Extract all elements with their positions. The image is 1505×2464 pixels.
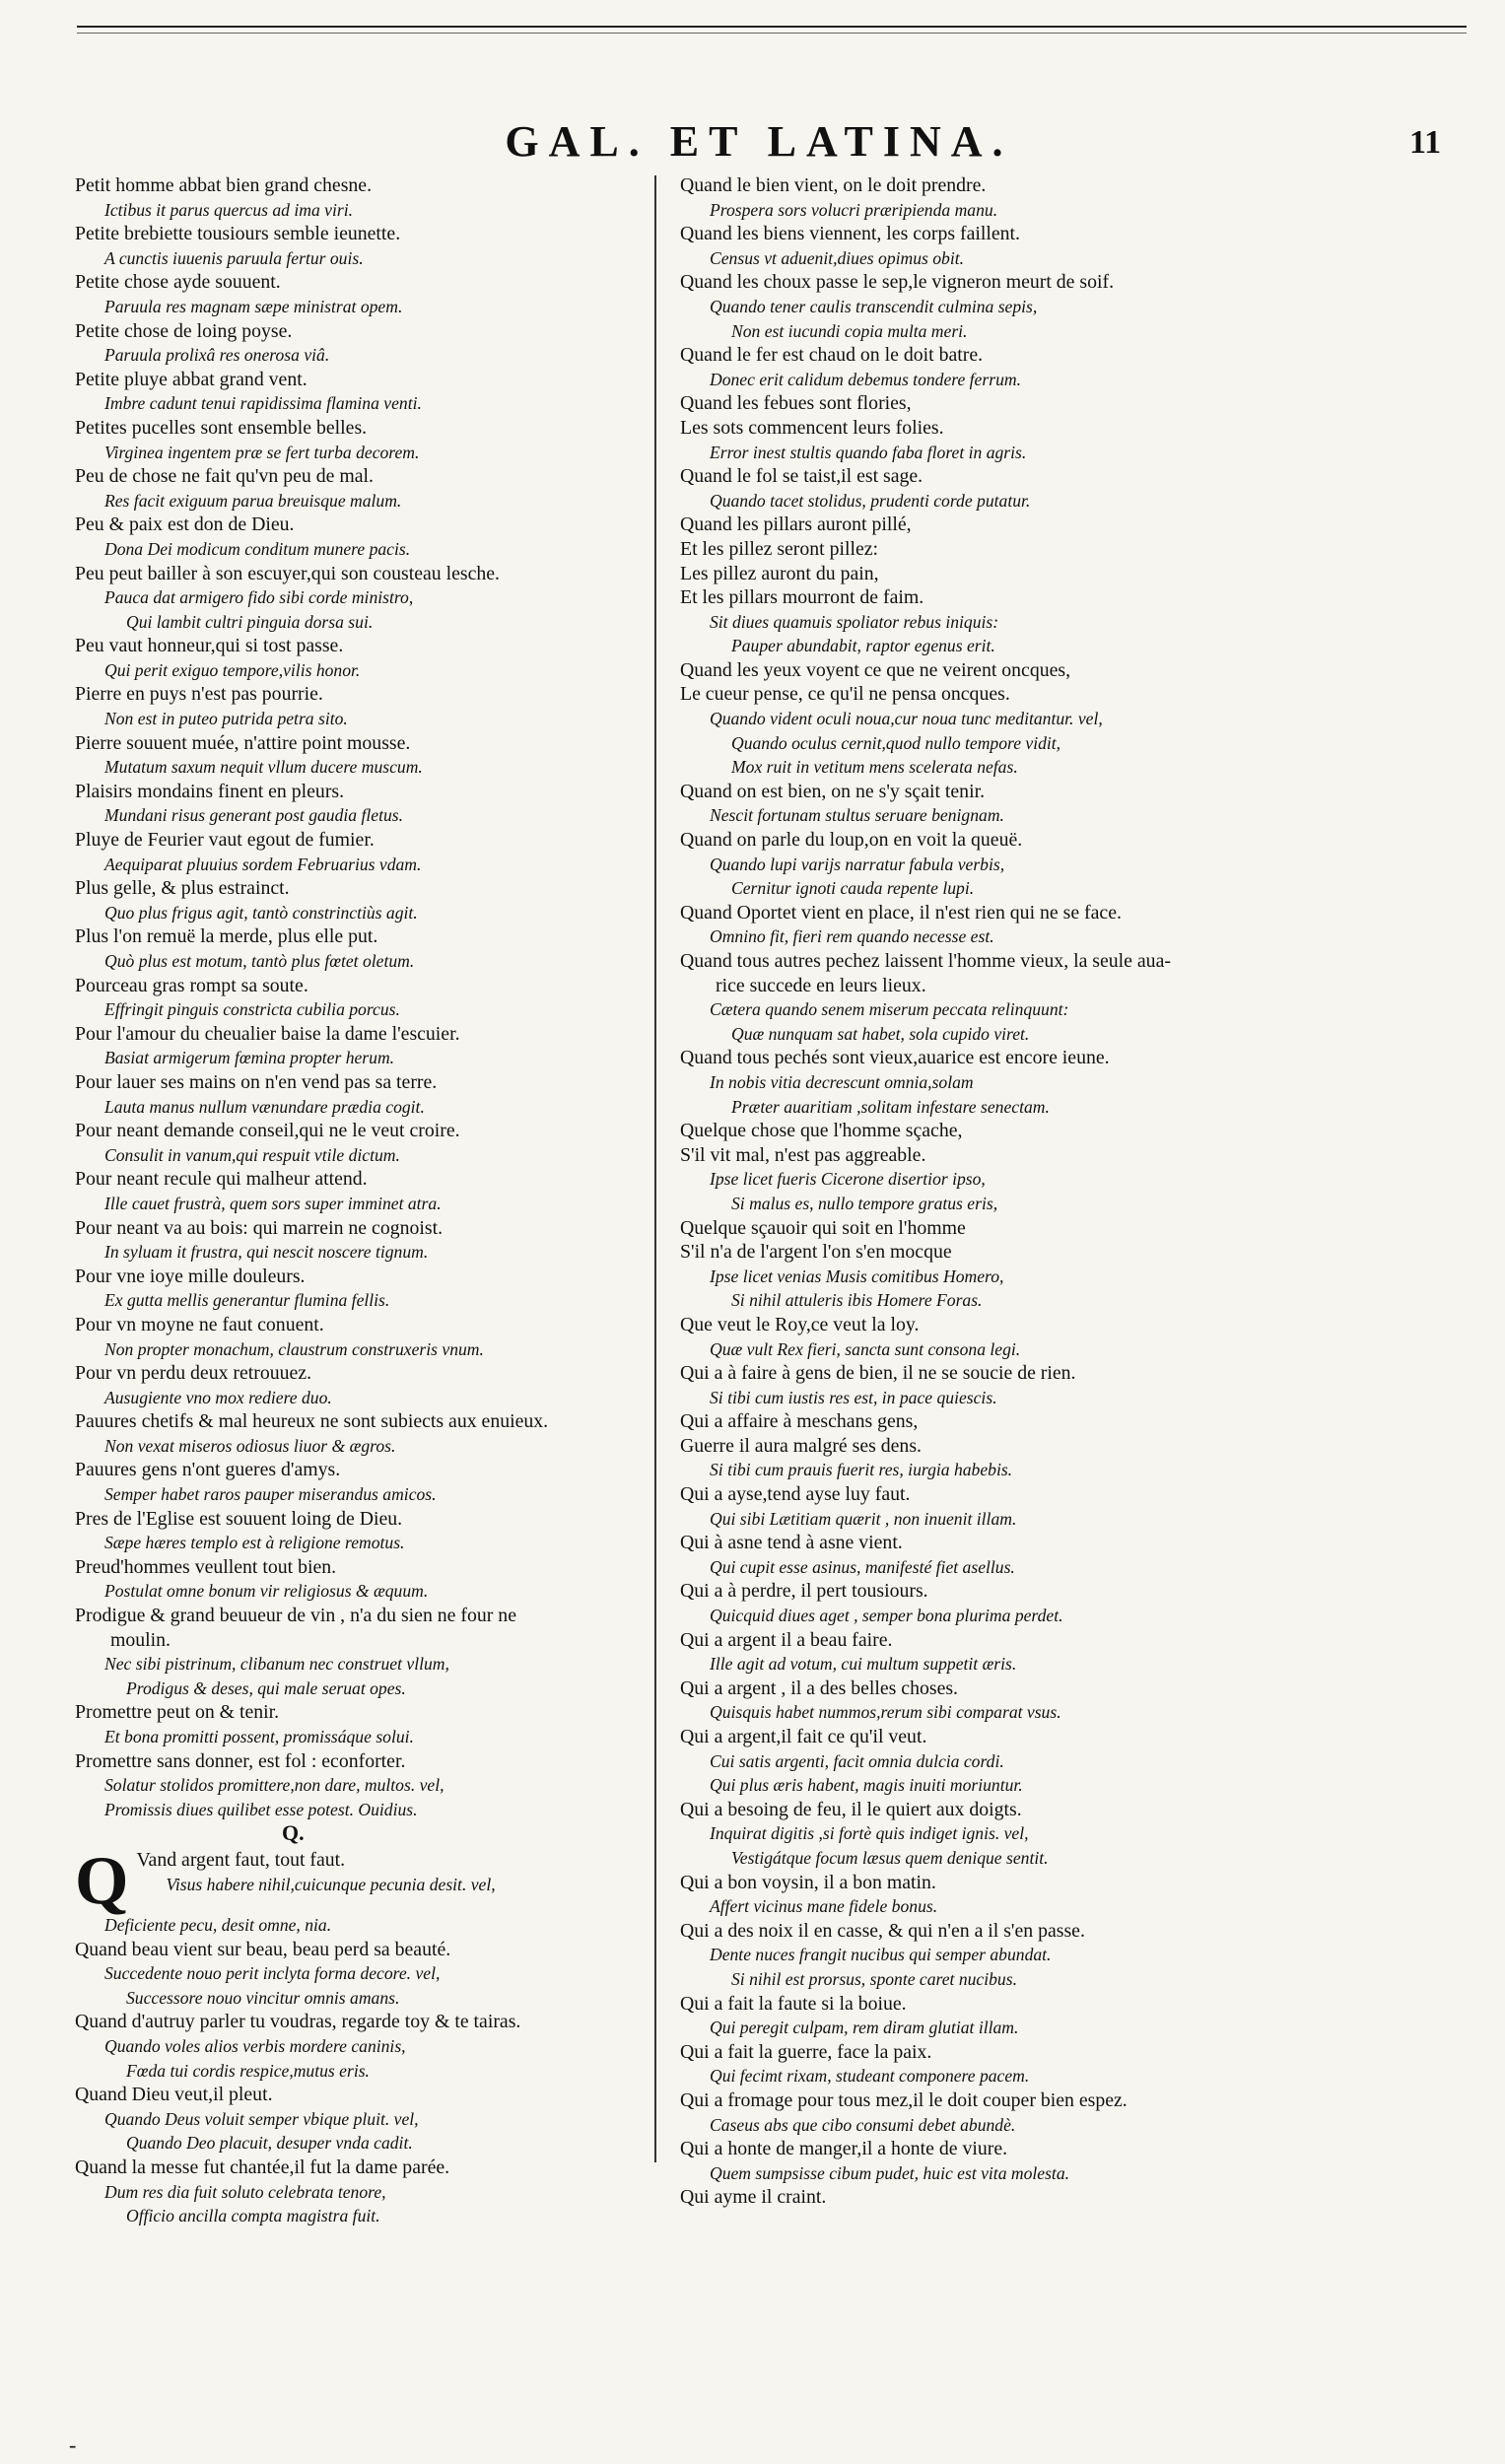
right-column-entries — [680, 173, 1311, 2210]
latin-verse-line: Caseus abs que cibo consumi debet abundè. — [710, 2114, 1016, 2135]
french-proverb-line: S'il n'a de l'argent l'on s'en mocque — [680, 1241, 952, 1264]
french-proverb-line: Pres de l'Eglise est souuent loing de Dieu. — [75, 1507, 403, 1530]
french-proverb-line: Le cueur pense, ce qu'il ne pensa oncques. — [680, 683, 1010, 706]
latin-verse-line: Promissis diues quilibet esse potest. Ouidius. — [104, 1799, 418, 1819]
french-proverb-line: Plus gelle, & plus estrainct. — [75, 877, 290, 900]
french-proverb-line: Qui a besoing de feu, il le quiert aux doigts. — [680, 1798, 1022, 1820]
latin-verse-line: Deficiente pecu, desit omne, nia. — [104, 1914, 332, 1935]
latin-verse-line: Pauca dat armigero fido sibi corde ministro, — [104, 587, 414, 608]
french-proverb-line: Pour vne ioye mille douleurs. — [75, 1265, 306, 1287]
latin-verse-line: Postulat omne bonum vir religiosus & æquum. — [104, 1581, 429, 1602]
latin-verse-line: Cætera quando senem miserum peccata relinquunt: — [710, 999, 1069, 1020]
latin-verse-line: Omnino fit, fieri rem quando necesse est. — [710, 926, 994, 947]
latin-verse-line: Quando voles alios verbis mordere caninis, — [104, 2035, 406, 2056]
latin-verse-line: Consulit in vanum,qui respuit vtile dictum. — [104, 1144, 400, 1165]
french-proverb-line: Promettre sans donner, est fol : econforter. — [75, 1749, 406, 1772]
latin-verse-line: Mox ruit in vetitum mens scelerata nefas. — [731, 757, 1018, 778]
french-proverb-line: Guerre il aura malgré ses dens. — [680, 1434, 922, 1457]
latin-verse-line: Nec sibi pistrinum, clibanum nec construet vllum, — [104, 1654, 449, 1675]
latin-verse-line: Non est iucundi copia multa meri. — [731, 320, 968, 341]
french-proverb-line: Petite chose de loing poyse. — [75, 319, 293, 342]
latin-verse-line: Ictibus it parus quercus ad ima viri. — [104, 199, 353, 220]
latin-verse-line: Dum res dia fuit soluto celebrata tenore, — [104, 2181, 386, 2202]
latin-verse-line: Si tibi cum prauis fuerit res, iurgia habebis. — [710, 1460, 1013, 1480]
page-mark: - — [69, 2432, 77, 2457]
latin-verse-line: Quæ nunquam sat habet, sola cupido viret. — [731, 1023, 1030, 1044]
french-proverb-line: Quelque sçauoir qui soit en l'homme — [680, 1216, 966, 1239]
latin-verse-line: Pauper abundabit, raptor egenus erit. — [731, 636, 995, 656]
french-proverb-line: Quand les yeux voyent ce que ne veirent oncques, — [680, 658, 1071, 681]
french-proverb-line: Quand les febues sont flories, — [680, 392, 912, 415]
french-proverb-line: Quand le bien vient, on le doit prendre. — [680, 174, 987, 196]
french-proverb-line: Pour vn perdu deux retrouuez. — [75, 1362, 312, 1385]
french-proverb-line: Qui a argent il a beau faire. — [680, 1628, 893, 1651]
latin-verse-line: Vestigátque focum læsus quem denique sentit. — [731, 1847, 1049, 1868]
latin-verse-line: Si nihil attuleris ibis Homere Foras. — [731, 1290, 983, 1311]
latin-verse-line: Affert vicinus mane fidele bonus. — [710, 1896, 938, 1917]
latin-verse-line: Imbre cadunt tenui rapidissima flamina venti. — [104, 393, 422, 414]
latin-verse-line: Si malus es, nullo tempore gratus eris, — [731, 1193, 998, 1213]
latin-verse-line: Error inest stultis quando faba floret in agris. — [710, 442, 1027, 462]
latin-verse-line: Quando oculus cernit,quod nullo tempore vidit, — [731, 732, 1061, 753]
french-proverb-line: Petit homme abbat bien grand chesne. — [75, 174, 373, 196]
french-proverb-line: Les sots commencent leurs folies. — [680, 416, 944, 439]
latin-verse-line: Quò plus est motum, tantò plus fœtet oletum. — [104, 951, 415, 971]
section-q-opening — [75, 1842, 666, 1919]
latin-verse-line: Aequiparat pluuius sordem Februarius vdam. — [104, 854, 422, 874]
latin-verse-line: In syluam it frustra, qui nescit noscere tignum. — [104, 1242, 429, 1263]
latin-verse-line: In nobis vitia decrescunt omnia,solam — [710, 1071, 974, 1092]
french-proverb-line: rice succede en leurs lieux. — [716, 974, 926, 996]
french-proverb-line: Qui a argent , il a des belles choses. — [680, 1677, 958, 1699]
french-proverb-line: Qui a honte de manger,il a honte de viure. — [680, 2138, 1008, 2160]
french-proverb-line: Quand on parle du loup,on en voit la queuë. — [680, 829, 1023, 852]
latin-verse-line: Qui plus æris habent, magis inuiti moriuntur. — [710, 1775, 1023, 1796]
latin-verse-line: Mundani risus generant post gaudia fletus. — [104, 805, 404, 826]
latin-verse-line: Dente nuces frangit nucibus qui semper abundat. — [710, 1945, 1052, 1965]
french-proverb-line: Quand le fer est chaud on le doit batre. — [680, 344, 984, 367]
latin-verse-line: Visus habere nihil,cuicunque pecunia desit. vel, — [166, 1874, 496, 1894]
french-proverb-line: Qui a à faire à gens de bien, il ne se soucie de rien. — [680, 1362, 1076, 1385]
french-proverb-line: Qui a ayse,tend ayse luy faut. — [680, 1483, 911, 1506]
latin-verse-line: Lauta manus nullum vænundare prædia cogit. — [104, 1096, 425, 1117]
french-proverb-line: Qui a fromage pour tous mez,il le doit couper bien espez. — [680, 2088, 1128, 2111]
latin-verse-line: Semper habet raros pauper miserandus amicos. — [104, 1484, 437, 1505]
french-proverb-line: Quand tous pechés sont vieux,auarice est encore ieune. — [680, 1047, 1110, 1069]
right-column — [680, 173, 1311, 2210]
french-proverb-line: Et les pillez seront pillez: — [680, 537, 879, 560]
french-proverb-line: Petite chose ayde souuent. — [75, 271, 281, 294]
french-proverb-line: Peu peut bailler à son escuyer,qui son cousteau lesche. — [75, 562, 500, 584]
french-proverb-line: Peu de chose ne fait qu'vn peu de mal. — [75, 465, 374, 488]
latin-verse-line: Nescit fortunam stultus seruare benignam. — [710, 805, 1004, 826]
french-proverb-line: Peu & paix est don de Dieu. — [75, 513, 295, 536]
french-proverb-line: Pour neant recule qui malheur attend. — [75, 1168, 368, 1191]
french-proverb-line: Pour neant demande conseil,qui ne le veut croire. — [75, 1120, 460, 1142]
latin-verse-line: Quo plus frigus agit, tantò constrinctiùs agit. — [104, 902, 418, 923]
latin-verse-line: Sit diues quamuis spoliator rebus iniquis: — [710, 611, 999, 632]
latin-verse-line: Ille cauet frustrà, quem sors super imminet atra. — [104, 1193, 442, 1213]
latin-verse-line: Qui peregit culpam, rem diram glutiat illam. — [710, 2018, 1019, 2038]
french-proverb-line: Que veut le Roy,ce veut la loy. — [680, 1313, 920, 1335]
latin-verse-line: Solatur stolidos promittere,non dare, multos. vel, — [104, 1775, 445, 1796]
french-proverb-line: Pluye de Feurier vaut egout de fumier. — [75, 829, 375, 852]
french-proverb-line: Pauures gens n'ont gueres d'amys. — [75, 1459, 341, 1481]
latin-verse-line: Quando vident oculi noua,cur noua tunc meditantur. vel, — [710, 709, 1103, 729]
french-proverb-line: Qui a argent,il fait ce qu'il veut. — [680, 1726, 927, 1747]
french-proverb-line: Quand Oportet vient en place, il n'est rien qui ne se face. — [680, 901, 1122, 924]
latin-verse-line: Officio ancilla compta magistra fuit. — [126, 2206, 380, 2226]
french-proverb-line: Pierre souuent muée, n'attire point mousse. — [75, 731, 411, 754]
latin-verse-line: Qui fecimt rixam, studeant componere pacem. — [710, 2066, 1030, 2087]
french-proverb-line: Pauures chetifs & mal heureux ne sont subiects aux enuieux. — [75, 1410, 549, 1433]
french-proverb-line: Preud'hommes veullent tout bien. — [75, 1555, 337, 1578]
french-proverb-line: Qui ayme il craint. — [680, 2186, 827, 2209]
french-proverb-line: Quand d'autruy parler tu voudras, regarde toy & te tairas. — [75, 2011, 521, 2033]
french-proverb-line: Promettre peut on & tenir. — [75, 1701, 280, 1724]
left-column-entries-continued — [75, 1913, 666, 2228]
french-proverb-line: Petite pluye abbat grand vent. — [75, 368, 308, 390]
french-proverb-line: Pour vn moyne ne faut conuent. — [75, 1313, 324, 1335]
latin-verse-line: Cernitur ignoti cauda repente lupi. — [731, 878, 975, 899]
drop-cap: Q — [75, 1842, 129, 1919]
french-proverb-line: Pierre en puys n'est pas pourrie. — [75, 683, 323, 706]
left-column — [75, 173, 666, 2228]
latin-verse-line: Mutatum saxum nequit vllum ducere muscum. — [104, 757, 423, 778]
latin-verse-line: Quando lupi varijs narratur fabula verbis, — [710, 854, 1005, 874]
latin-verse-line: Prodigus & deses, qui male seruat opes. — [126, 1677, 406, 1698]
french-proverb-line: Les pillez auront du pain, — [680, 562, 879, 584]
latin-verse-line: Qui sibi Lætitiam quærit , non inuenit illam. — [710, 1508, 1017, 1529]
latin-verse-line: Virginea ingentem præ se fert turba decorem. — [104, 442, 420, 462]
french-proverb-line: S'il vit mal, n'est pas aggreable. — [680, 1143, 926, 1166]
french-proverb-line: Pour neant va au bois: qui marrein ne cognoist. — [75, 1216, 444, 1239]
french-proverb-line: Qui a fait la faute si la boiue. — [680, 1992, 907, 2015]
french-proverb-line: moulin. — [110, 1628, 171, 1651]
section-signature — [75, 1821, 666, 1846]
french-proverb-line: Pour lauer ses mains on n'en vend pas sa terre. — [75, 1070, 438, 1093]
latin-verse-line: Sæpe hæres templo est à religione remotus. — [104, 1533, 405, 1553]
latin-verse-line: Ex gutta mellis generantur flumina fellis. — [104, 1290, 390, 1311]
top-rule — [77, 26, 1467, 28]
latin-verse-line: Cui satis argenti, facit omnia dulcia cordi. — [710, 1750, 1004, 1771]
latin-verse-line: Quando Deus voluit semper vbique pluit. vel, — [104, 2108, 419, 2129]
latin-verse-line: Præter auaritiam ,solitam infestare senectam. — [731, 1096, 1050, 1117]
latin-verse-line: A cunctis iuuenis paruula fertur ouis. — [104, 247, 364, 268]
french-proverb-line: Et les pillars mourront de faim. — [680, 586, 924, 609]
french-proverb-line: Quand Dieu veut,il pleut. — [75, 2084, 273, 2106]
latin-verse-line: Ille agit ad votum, cui multum suppetit æris. — [710, 1654, 1017, 1675]
latin-verse-line: Fœda tui cordis respice,mutus eris. — [126, 2060, 370, 2081]
latin-verse-line: Non est in puteo putrida petra sito. — [104, 709, 348, 729]
folio-number: 11 — [1409, 124, 1442, 161]
french-proverb-line: Qui a à perdre, il pert tousiours. — [680, 1580, 928, 1603]
french-proverb-line: Quelque chose que l'homme sçache, — [680, 1120, 963, 1142]
latin-verse-line: Quisquis habet nummos,rerum sibi comparat vsus. — [710, 1702, 1061, 1723]
latin-verse-line: Prospera sors volucri præripienda manu. — [710, 199, 998, 220]
french-proverb-line: Qui a des noix il en casse, & qui n'en a il s'en passe. — [680, 1919, 1085, 1942]
french-proverb-line: Plus l'on remuë la merde, plus elle put. — [75, 925, 378, 948]
french-proverb-line: Prodigue & grand beuueur de vin , n'a du sien ne four ne — [75, 1605, 516, 1627]
french-proverb-line: Qui à asne tend à asne vient. — [680, 1532, 903, 1554]
french-proverb-line: Quand les choux passe le sep,le vigneron meurt de soif. — [680, 271, 1115, 294]
latin-verse-line: Succedente nouo perit inclyta forma decore. vel, — [104, 1963, 441, 1984]
latin-verse-line: Qui lambit cultri pinguia dorsa sui. — [126, 611, 374, 632]
section-signature-text: Q. — [282, 1821, 305, 1846]
latin-verse-line: Non propter monachum, claustrum construxeris vnum. — [104, 1338, 484, 1359]
latin-verse-line: Quicquid diues aget , semper bona plurima perdet. — [710, 1606, 1063, 1626]
latin-verse-line: Et bona promitti possent, promissáque solui. — [104, 1727, 414, 1746]
section-q-first-lines — [75, 1848, 666, 1896]
latin-verse-line: Ipse licet venias Musis comitibus Homero, — [710, 1266, 1004, 1286]
latin-verse-line: Dona Dei modicum conditum munere pacis. — [104, 538, 411, 559]
latin-verse-line: Si tibi cum iustis res est, in pace quiescis. — [710, 1387, 997, 1407]
french-proverb-line: Qui a fait la guerre, face la paix. — [680, 2040, 932, 2063]
french-proverb-line: Plaisirs mondains finent en pleurs. — [75, 780, 345, 802]
french-proverb-line: Quand beau vient sur beau, beau perd sa beauté. — [75, 1938, 451, 1960]
latin-verse-line: Res facit exiguum parua breuisque malum. — [104, 490, 402, 511]
latin-verse-line: Qui cupit esse asinus, manifesté fiet asellus. — [710, 1556, 1015, 1577]
french-proverb-line: Petite brebiette tousiours semble ieunette. — [75, 223, 401, 245]
french-proverb-line: Quand les biens viennent, les corps faillent. — [680, 223, 1020, 245]
latin-verse-line: Qui perit exiguo tempore,vilis honor. — [104, 659, 361, 680]
french-proverb-line: Quand tous autres pechez laissent l'homme vieux, la seule aua- — [680, 950, 1171, 972]
latin-verse-line: Ipse licet fueris Cicerone disertior ipso, — [710, 1169, 986, 1190]
latin-verse-line: Quando tener caulis transcendit culmina sepis, — [710, 296, 1038, 316]
french-proverb-line: Petites pucelles sont ensemble belles. — [75, 416, 368, 439]
latin-verse-line: Ausugiente vno mox rediere duo. — [104, 1387, 332, 1407]
latin-verse-line: Donec erit calidum debemus tondere ferrum. — [710, 369, 1021, 389]
french-proverb-line: Quand le fol se taist,il est sage. — [680, 465, 924, 488]
latin-verse-line: Quem sumpsisse cibum pudet, huic est vita molesta. — [710, 2162, 1070, 2183]
latin-verse-line: Census vt aduenit,diues opimus obit. — [710, 247, 965, 268]
latin-verse-line: Successore nouo vincitur omnis amans. — [126, 1987, 400, 2008]
french-proverb-line: Pourceau gras rompt sa soute. — [75, 974, 308, 996]
latin-verse-line: Basiat armigerum fœmina propter herum. — [104, 1048, 395, 1068]
french-proverb-line: Peu vaut honneur,qui si tost passe. — [75, 635, 344, 657]
latin-verse-line: Quando tacet stolidus, prudenti corde putatur. — [710, 490, 1031, 511]
french-proverb-line: Pour l'amour du cheualier baise la dame l'escuier. — [75, 1022, 460, 1045]
latin-verse-line: Inquirat digitis ,si fortè quis indiget ignis. vel, — [710, 1823, 1029, 1844]
latin-verse-line: Quæ vult Rex fieri, sancta sunt consona legi. — [710, 1338, 1021, 1359]
running-title: GAL. ET LATINA. — [505, 117, 1013, 166]
french-proverb-line: Vand argent faut, tout faut. — [136, 1848, 346, 1871]
latin-verse-line: Non vexat miseros odiosus liuor & ægros. — [104, 1435, 396, 1456]
left-column-entries — [75, 173, 666, 1821]
latin-verse-line: Si nihil est prorsus, sponte caret nucibus. — [731, 1968, 1017, 1989]
top-rule-thin — [77, 33, 1467, 34]
french-proverb-line: Quand la messe fut chantée,il fut la dame parée. — [75, 2156, 450, 2178]
french-proverb-line: Qui a bon voysin, il a bon matin. — [680, 1871, 936, 1893]
french-proverb-line: Qui a affaire à meschans gens, — [680, 1410, 919, 1433]
latin-verse-line: Quando Deo placuit, desuper vnda cadit. — [126, 2133, 413, 2154]
latin-verse-line: Paruula prolixâ res onerosa viâ. — [104, 345, 330, 366]
french-proverb-line: Quand les pillars auront pillé, — [680, 513, 912, 536]
latin-verse-line: Paruula res magnam sæpe ministrat opem. — [104, 296, 403, 316]
french-proverb-line: Quand on est bien, on ne s'y sçait tenir. — [680, 780, 986, 802]
latin-verse-line: Effringit pinguis constricta cubilia porcus. — [104, 999, 400, 1020]
